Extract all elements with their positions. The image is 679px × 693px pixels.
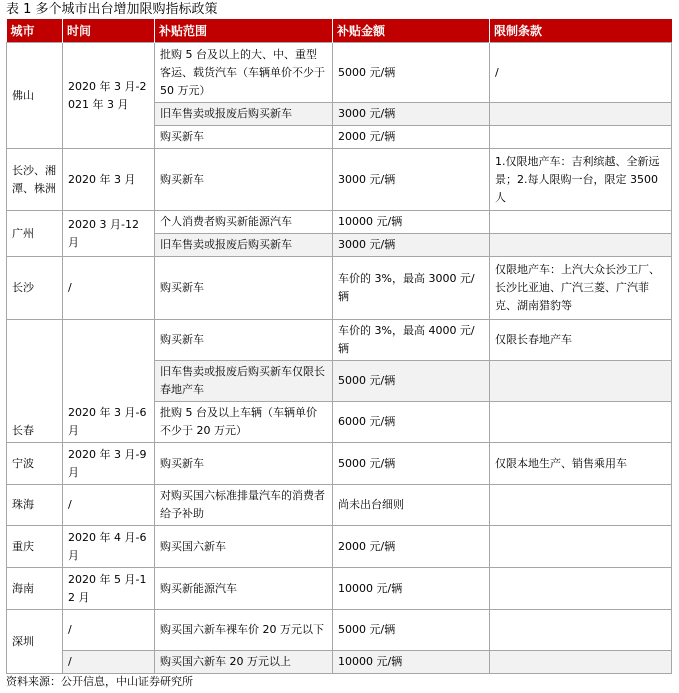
table-row [7, 149, 672, 211]
cell-amount: 2000 元/辆 [333, 526, 490, 568]
cell-city: 珠海 [7, 485, 63, 526]
cell-scope: 购买新车 [155, 320, 333, 361]
cell-amount: 6000 元/辆 [333, 402, 490, 443]
cell-city: 宁波 [7, 443, 63, 485]
cell-limit [490, 485, 672, 526]
cell-limit [490, 568, 672, 610]
header-row [7, 19, 672, 43]
cell-amount: 3000 元/辆 [333, 149, 490, 211]
header-city: 城市 [7, 19, 63, 43]
table-title: 表 1 多个城市出台增加限购指标政策 [6, 2, 218, 17]
cell-city: 长沙、湘潭、株洲 [7, 149, 63, 211]
cell-amount: 5000 元/辆 [333, 610, 490, 651]
cell-scope: 购买新车 [155, 126, 333, 149]
cell-limit: 仅限地产车：上汽大众长沙工厂、长沙比亚迪、广汽三菱、广汽菲克、湖南猎豹等 [490, 257, 672, 320]
cell-time: 2020 年 3 月 [63, 149, 155, 211]
cell-city: 长春 [7, 320, 63, 443]
cell-time: / [63, 610, 155, 651]
cell-limit [490, 234, 672, 257]
cell-limit [490, 126, 672, 149]
cell-time: 2020 年 3 月-2021 年 3 月 [63, 43, 155, 149]
cell-city: 长沙 [7, 257, 63, 320]
cell-limit: / [490, 43, 672, 103]
cell-scope: 购买新车 [155, 443, 333, 485]
cell-limit: 仅限本地生产、销售乘用车 [490, 443, 672, 485]
cell-limit [490, 610, 672, 651]
cell-limit [490, 211, 672, 234]
table-row [7, 443, 672, 485]
cell-scope: 旧车售卖或报废后购买新车 [155, 234, 333, 257]
cell-amount: 尚未出台细则 [333, 485, 490, 526]
cell-scope: 购买新能源汽车 [155, 568, 333, 610]
cell-amount: 10000 元/辆 [333, 568, 490, 610]
cell-scope: 批购 5 台及以上的大、中、重型客运、载货汽车（车辆单价不少于 50 万元） [155, 43, 333, 103]
table-row [7, 651, 672, 674]
cell-amount: 3000 元/辆 [333, 103, 490, 126]
cell-scope: 购买国六新车裸车价 20 万元以下 [155, 610, 333, 651]
table-row [7, 257, 672, 320]
cell-limit [490, 361, 672, 402]
table-row [7, 610, 672, 651]
cell-amount: 5000 元/辆 [333, 443, 490, 485]
cell-city: 深圳 [7, 610, 63, 674]
cell-scope: 购买国六新车 20 万元以上 [155, 651, 333, 674]
cell-amount: 5000 元/辆 [333, 361, 490, 402]
cell-amount: 5000 元/辆 [333, 43, 490, 103]
cell-time: 2020 年 3 月-9 月 [63, 443, 155, 485]
cell-city: 广州 [7, 211, 63, 257]
cell-limit: 1.仅限地产车：吉利缤越、全新远景；2.每人限购一台，限定 3500 人 [490, 149, 672, 211]
header-scope: 补贴范围 [155, 19, 333, 43]
cell-time: 2020 3 月-12 月 [63, 211, 155, 257]
table-row [7, 568, 672, 610]
header-limit: 限制条款 [490, 19, 672, 43]
cell-time: / [63, 485, 155, 526]
cell-scope: 购买新车 [155, 257, 333, 320]
table-row [7, 320, 672, 361]
table-row [7, 211, 672, 234]
cell-amount: 10000 元/辆 [333, 651, 490, 674]
cell-scope: 旧车售卖或报废后购买新车 [155, 103, 333, 126]
cell-scope: 购买新车 [155, 149, 333, 211]
cell-scope: 购买国六新车 [155, 526, 333, 568]
source-note: 资料来源：公开信息，中山证券研究所 [6, 675, 193, 688]
header-amount: 补贴金额 [333, 19, 490, 43]
cell-city: 佛山 [7, 43, 63, 149]
cell-amount: 2000 元/辆 [333, 126, 490, 149]
header-time: 时间 [63, 19, 155, 43]
cell-time: 2020 年 3 月-6 月 [63, 320, 155, 443]
cell-time: 2020 年 4 月-6 月 [63, 526, 155, 568]
cell-amount: 车价的 3%，最高 3000 元/辆 [333, 257, 490, 320]
cell-limit: 仅限长春地产车 [490, 320, 672, 361]
cell-scope: 个人消费者购买新能源汽车 [155, 211, 333, 234]
cell-amount: 10000 元/辆 [333, 211, 490, 234]
cell-time: / [63, 651, 155, 674]
table-row [7, 526, 672, 568]
cell-scope: 批购 5 台及以上车辆（车辆单价不少于 20 万元） [155, 402, 333, 443]
cell-scope: 旧车售卖或报废后购买新车仅限长春地产车 [155, 361, 333, 402]
table-row [7, 43, 672, 103]
policy-table-container [6, 19, 671, 674]
cell-time: / [63, 257, 155, 320]
cell-amount: 车价的 3%，最高 4000 元/辆 [333, 320, 490, 361]
cell-city: 重庆 [7, 526, 63, 568]
cell-time: 2020 年 5 月-12 月 [63, 568, 155, 610]
cell-amount: 3000 元/辆 [333, 234, 490, 257]
cell-city: 海南 [7, 568, 63, 610]
cell-scope: 对购买国六标准排量汽车的消费者给予补助 [155, 485, 333, 526]
table-row [7, 485, 672, 526]
cell-limit [490, 651, 672, 674]
policy-table [6, 19, 672, 674]
cell-limit [490, 103, 672, 126]
cell-limit [490, 526, 672, 568]
cell-limit [490, 402, 672, 443]
